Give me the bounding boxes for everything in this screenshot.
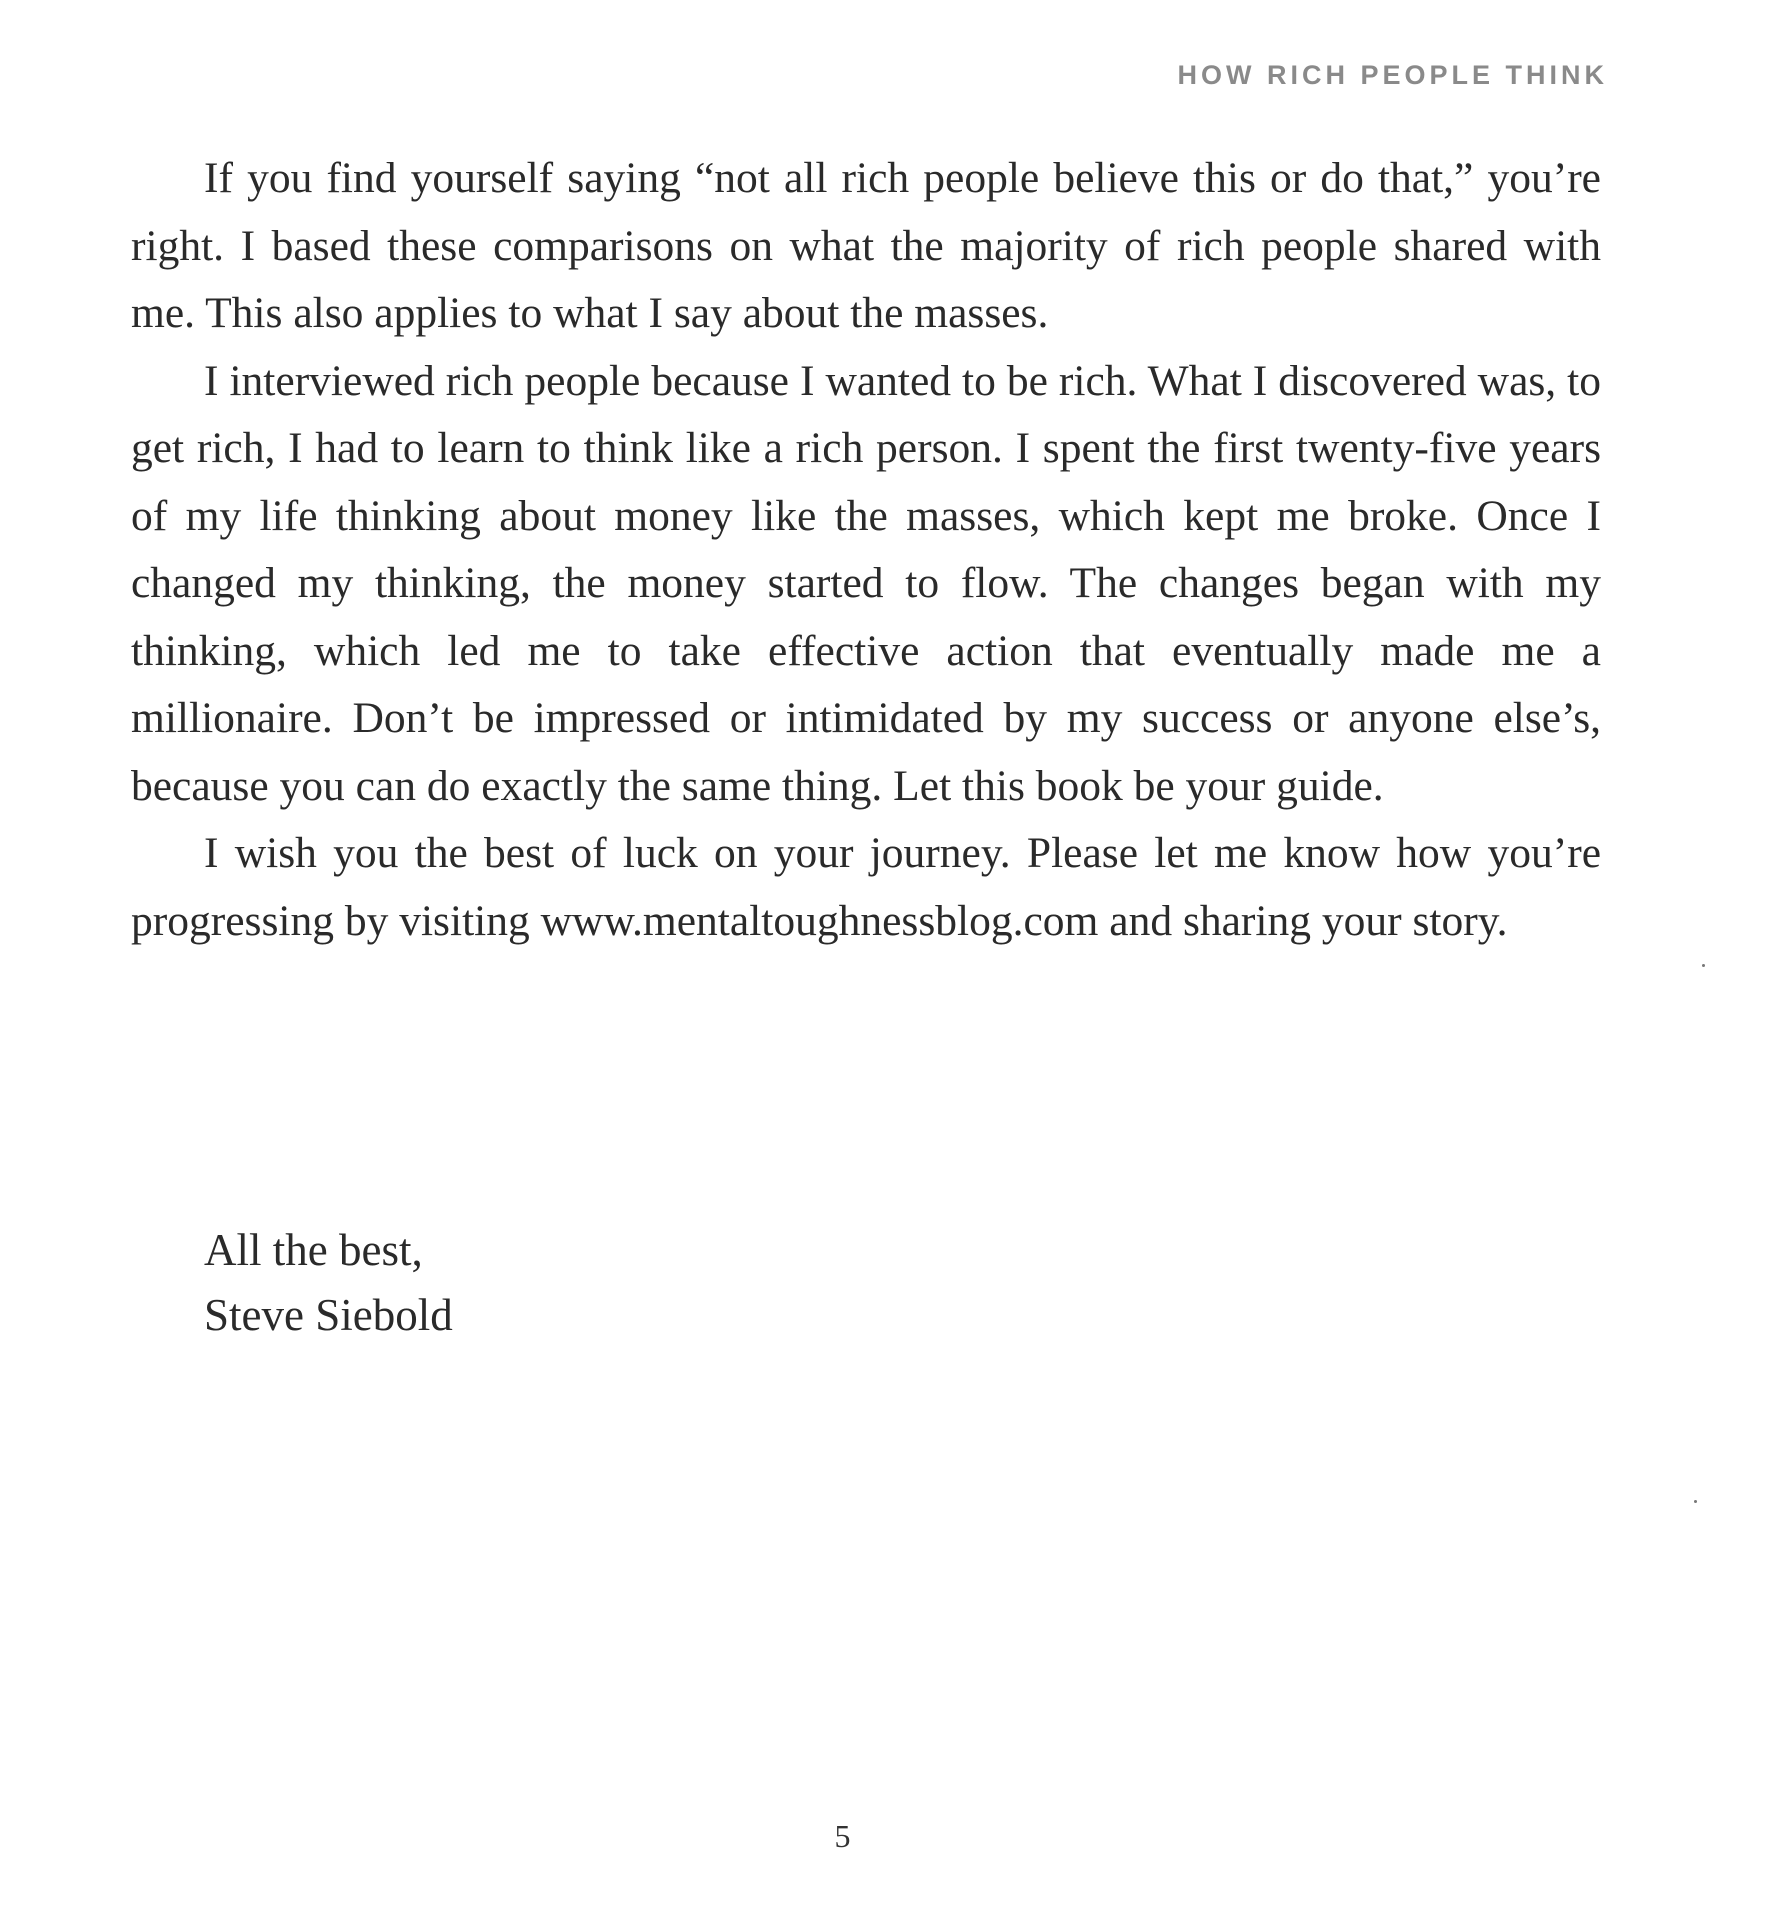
closing-block: [204, 1218, 453, 1348]
salutation: All the best,: [204, 1225, 423, 1275]
author-signature: Steve Siebold: [204, 1290, 453, 1340]
scan-speck: [1702, 964, 1705, 967]
scan-speck: [1694, 1500, 1697, 1503]
paragraph-2: I interviewed rich people because I wanted to be rich. What I discovered was, to get rich, I had to learn to think like a rich person. I spent the first twenty-five years of my life thinking about money like the masses, which kept me broke. Once I changed my thinking, the money started to flow. The changes began with my thinking, which led me to take effective action that eventually made me a millionaire. Don’t be impressed or intimidated by my success or anyone else’s, because you can do exactly the same thing. Let this book be your guide.: [131, 356, 1601, 810]
paragraph-1: If you find yourself saying “not all rich people believe this or do that,” you’re right. I based these comparisons on what the majority of rich people shared with me. This also applies to what I say about the masses.: [131, 154, 1601, 337]
running-header: HOW RICH PEOPLE THINK: [1177, 60, 1608, 90]
paragraph-3: I wish you the best of luck on your journey. Please let me know how you’re progressing by visiting www.mentaltoughnessblog.com and sharing your story.: [131, 829, 1601, 945]
page-number: 5: [834, 1818, 851, 1854]
body-text: [131, 145, 1601, 955]
